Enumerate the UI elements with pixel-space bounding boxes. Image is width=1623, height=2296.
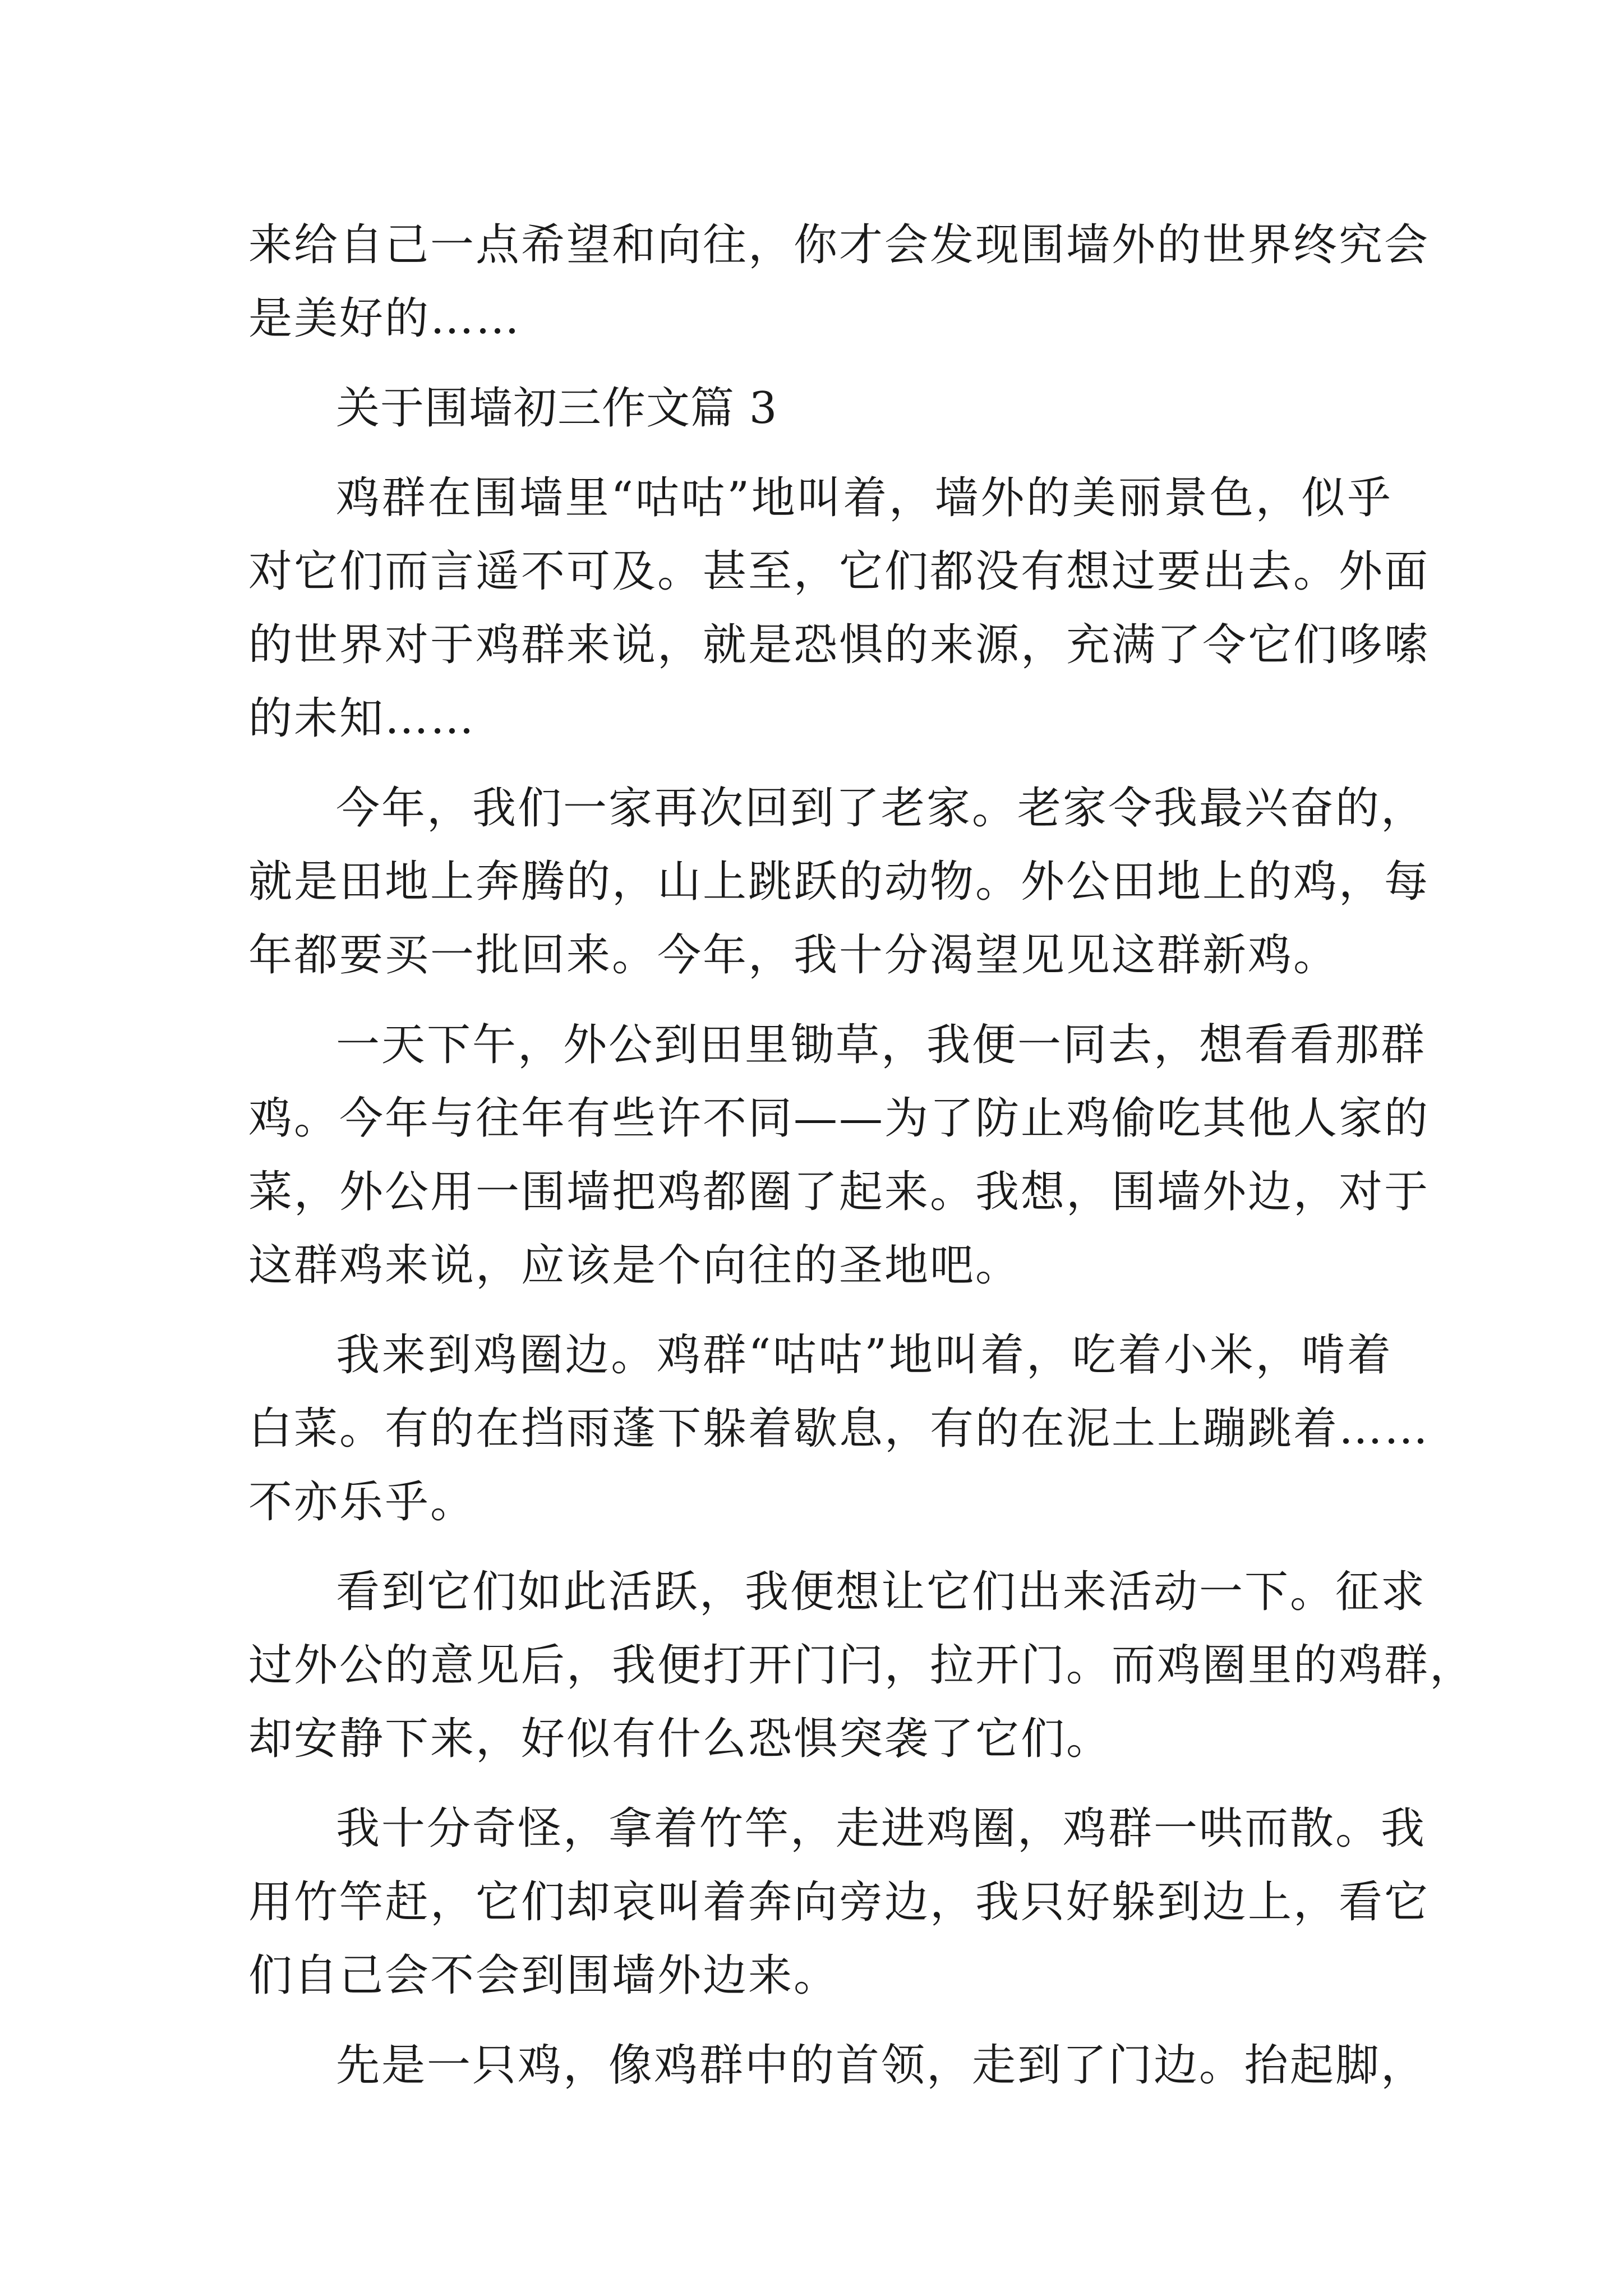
paragraph [248,1556,1476,1776]
text-line: 鸡。今年与往年有些许不同——为了防止鸡偷吃其他人家的 [248,1093,1430,1144]
text-line: 一天下午，外公到田里锄草，我便一同去，想看看那群 [336,1020,1427,1070]
paragraph [248,772,1430,992]
text-line: 菜，外公用一围墙把鸡都圈了起来。我想，围墙外边，对于 [248,1167,1430,1217]
heading-text: 关于围墙初三作文篇 3 [336,383,778,434]
text-line: 的世界对于鸡群来说，就是恐惧的来源，充满了令它们哆嗦 [248,620,1430,670]
text-line: 对它们而言遥不可及。甚至，它们都没有想过要出去。外面 [248,546,1430,597]
text-line: 就是田地上奔腾的，山上跳跃的动物。外公田地上的鸡，每 [248,857,1430,907]
paragraph [248,2029,1427,2102]
text-line: 今年，我们一家再次回到了老家。老家令我最兴奋的， [336,783,1427,834]
paragraph [248,1792,1430,2013]
text-line: 我十分奇怪，拿着竹竿，走进鸡圈，鸡群一哄而散。我 [336,1803,1427,1854]
text-line: 白菜。有的在挡雨蓬下躲着歇息，有的在泥土上蹦跳着…… [248,1404,1430,1454]
text-line: 来给自己一点希望和向往，你才会发现围墙外的世界终究会 [248,220,1430,270]
text-line: 的未知…… [248,693,476,744]
document-body [248,209,1476,2102]
text-line: 先是一只鸡，像鸡群中的首领，走到了门边。抬起脚， [336,2040,1427,2091]
paragraph [248,1319,1430,1539]
text-line: 却安静下来，好似有什么恐惧突袭了它们。 [248,1714,1112,1764]
text-line: 过外公的意见后，我便打开门闩，拉开门。而鸡圈里的鸡群， [248,1640,1476,1691]
section-heading [248,372,1393,445]
paragraph [248,1009,1430,1303]
text-line: 们自己会不会到围墙外边来。 [248,1950,840,2001]
text-line: 鸡群在围墙里“咕咕”地叫着，墙外的美丽景色，似乎 [336,473,1393,523]
paragraph [248,462,1430,756]
text-line: 我来到鸡圈边。鸡群“咕咕”地叫着，吃着小米，啃着 [336,1330,1393,1381]
text-line: 不亦乐乎。 [248,1477,476,1527]
text-line: 用竹竿赶，它们却哀叫着奔向旁边，我只好躲到边上，看它 [248,1877,1430,1927]
text-line: 是美好的…… [248,293,522,344]
text-line: 这群鸡来说，应该是个向往的圣地吧。 [248,1240,1021,1291]
text-line: 年都要买一批回来。今年，我十分渴望见见这群新鸡。 [248,930,1339,981]
paragraph-continuation [248,209,1430,356]
text-line: 看到它们如此活跃，我便想让它们出来活动一下。征求 [336,1567,1427,1617]
